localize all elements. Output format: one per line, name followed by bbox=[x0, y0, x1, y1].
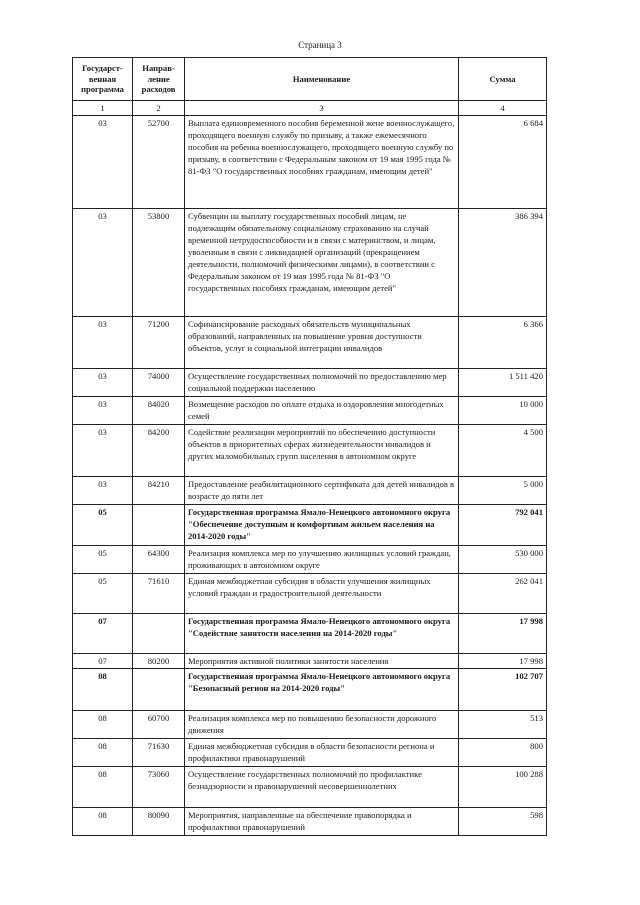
table-row bbox=[73, 425, 547, 477]
amount-cell: 4 500 bbox=[459, 425, 547, 477]
expense-direction-cell bbox=[133, 614, 185, 654]
expense-direction-cell: 80200 bbox=[133, 654, 185, 669]
expense-direction-cell bbox=[133, 669, 185, 711]
expense-direction-cell: 71610 bbox=[133, 574, 185, 614]
table-body bbox=[73, 116, 547, 836]
table-row bbox=[73, 116, 547, 209]
amount-cell: 6 366 bbox=[459, 317, 547, 369]
amount-cell: 5 000 bbox=[459, 477, 547, 505]
header-sum: Сумма bbox=[459, 58, 547, 101]
expense-direction-cell bbox=[133, 505, 185, 546]
program-code-cell: 03 bbox=[73, 425, 133, 477]
table-row bbox=[73, 739, 547, 767]
item-name-cell: Содействие реализации мероприятий по обеспечению доступности объектов в приоритетных сферах жизнедеятельности инвалидов и других маломобильных групп населения в автономном округе bbox=[185, 425, 459, 477]
table-row bbox=[73, 654, 547, 669]
table-row bbox=[73, 317, 547, 369]
item-name-cell: Мероприятия, направленные на обеспечение правопорядка и профилактики правонарушений bbox=[185, 808, 459, 836]
item-name-cell: Возмещение расходов по оплате отдыха и оздоровления многодетных семей bbox=[185, 397, 459, 425]
item-name-cell: Реализация комплекса мер по улучшению жилищных условий граждан, проживающих в автономном округе bbox=[185, 546, 459, 574]
expense-direction-cell: 60700 bbox=[133, 711, 185, 739]
expense-direction-cell: 73060 bbox=[133, 767, 185, 808]
item-name-cell: Единая межбюджетная субсидия в области улучшения жилищных условий граждан и градостроительной деятельности bbox=[185, 574, 459, 614]
item-name-cell: Выплата единовременного пособия беременной жене военнослужащего, проходящего военную службу по призыву, а также ежемесячного пособия на ребенка военнослужащего, проходящего военную службу по призыву, в соответствии с Федеральным законом от 19 мая 1995 года № 81-ФЗ "О государственных пособиях гражданам, имеющим детей" bbox=[185, 116, 459, 209]
table-row bbox=[73, 209, 547, 317]
table-row bbox=[73, 711, 547, 739]
header-direction: Направ-ление расходов bbox=[133, 58, 185, 101]
expense-direction-cell: 74000 bbox=[133, 369, 185, 397]
item-name-cell: Субвенции на выплату государственных пособий лицам, не подлежащим обязательному социальному страхованию на случай временной нетрудоспособности и в связи с материнством, и лицам, уволенным в связи с ликвидацией организаций (прекращением деятельности, полномочий физическими лицами), в соответствии с Федеральным законом от 19 мая 1995 года № 81-ФЗ "О государственных пособиях гражданам, имеющим детей" bbox=[185, 209, 459, 317]
table-row bbox=[73, 808, 547, 836]
table-row bbox=[73, 369, 547, 397]
amount-cell: 513 bbox=[459, 711, 547, 739]
table-row bbox=[73, 505, 547, 546]
amount-cell: 102 707 bbox=[459, 669, 547, 711]
program-code-cell: 05 bbox=[73, 574, 133, 614]
program-code-cell: 08 bbox=[73, 739, 133, 767]
program-code-cell: 03 bbox=[73, 209, 133, 317]
item-name-cell: Реализация комплекса мер по повышению безопасности дорожного движения bbox=[185, 711, 459, 739]
table-row bbox=[73, 477, 547, 505]
item-name-cell: Единая межбюджетная субсидия в области безопасности региона и профилактики правонарушений bbox=[185, 739, 459, 767]
program-code-cell: 07 bbox=[73, 654, 133, 669]
table-row bbox=[73, 546, 547, 574]
program-code-cell: 08 bbox=[73, 669, 133, 711]
header-program: Государст-венная программа bbox=[73, 58, 133, 101]
program-code-cell: 08 bbox=[73, 767, 133, 808]
budget-table bbox=[72, 57, 547, 836]
table-header-row bbox=[73, 58, 547, 101]
amount-cell: 17 998 bbox=[459, 654, 547, 669]
item-name-cell: Предоставление реабилитационного сертификата для детей инвалидов в возрасте до пяти лет bbox=[185, 477, 459, 505]
program-code-cell: 05 bbox=[73, 505, 133, 546]
amount-cell: 17 998 bbox=[459, 614, 547, 654]
program-code-cell: 03 bbox=[73, 369, 133, 397]
column-number: 1 bbox=[73, 101, 133, 116]
amount-cell: 6 684 bbox=[459, 116, 547, 209]
header-name: Наименование bbox=[185, 58, 459, 101]
table-row bbox=[73, 767, 547, 808]
page-header: Страница 3 bbox=[298, 40, 342, 50]
amount-cell: 100 288 bbox=[459, 767, 547, 808]
amount-cell: 800 bbox=[459, 739, 547, 767]
expense-direction-cell: 52700 bbox=[133, 116, 185, 209]
item-name-cell: Осуществление государственных полномочий по профилактике безнадзорности и правонарушений несовершеннолетних bbox=[185, 767, 459, 808]
amount-cell: 262 041 bbox=[459, 574, 547, 614]
column-number: 4 bbox=[459, 101, 547, 116]
amount-cell: 530 000 bbox=[459, 546, 547, 574]
program-code-cell: 08 bbox=[73, 808, 133, 836]
program-code-cell: 03 bbox=[73, 116, 133, 209]
column-number: 2 bbox=[133, 101, 185, 116]
program-code-cell: 03 bbox=[73, 477, 133, 505]
expense-direction-cell: 84200 bbox=[133, 425, 185, 477]
item-name-cell: Мероприятия активной политики занятости населения bbox=[185, 654, 459, 669]
item-name-cell: Софинансирование расходных обязательств муниципальных образований, направленных на повышение уровня доступности объектов, услуг и социальной интеграции инвалидов bbox=[185, 317, 459, 369]
amount-cell: 386 394 bbox=[459, 209, 547, 317]
table-row bbox=[73, 574, 547, 614]
program-code-cell: 05 bbox=[73, 546, 133, 574]
table-row bbox=[73, 669, 547, 711]
item-name-cell: Осуществление государственных полномочий по предоставлению мер социальной поддержки населению bbox=[185, 369, 459, 397]
expense-direction-cell: 80090 bbox=[133, 808, 185, 836]
column-number-row bbox=[73, 101, 547, 116]
program-code-cell: 03 bbox=[73, 317, 133, 369]
item-name-cell: Государственная программа Ямало-Ненецкого автономного округа "Обеспечение доступным и комфортным жильем населения на 2014-2020 годы" bbox=[185, 505, 459, 546]
amount-cell: 1 511 420 bbox=[459, 369, 547, 397]
item-name-cell: Государственная программа Ямало-Ненецкого автономного округа "Содействие занятости населения на 2014-2020 годы" bbox=[185, 614, 459, 654]
program-code-cell: 03 bbox=[73, 397, 133, 425]
program-code-cell: 08 bbox=[73, 711, 133, 739]
expense-direction-cell: 53800 bbox=[133, 209, 185, 317]
expense-direction-cell: 71630 bbox=[133, 739, 185, 767]
expense-direction-cell: 64300 bbox=[133, 546, 185, 574]
column-number: 3 bbox=[185, 101, 459, 116]
table-row bbox=[73, 397, 547, 425]
item-name-cell: Государственная программа Ямало-Ненецкого автономного округа "Безопасный регион на 2014-2020 годы" bbox=[185, 669, 459, 711]
table-row bbox=[73, 614, 547, 654]
expense-direction-cell: 71200 bbox=[133, 317, 185, 369]
amount-cell: 598 bbox=[459, 808, 547, 836]
amount-cell: 10 000 bbox=[459, 397, 547, 425]
amount-cell: 792 041 bbox=[459, 505, 547, 546]
expense-direction-cell: 84210 bbox=[133, 477, 185, 505]
program-code-cell: 07 bbox=[73, 614, 133, 654]
expense-direction-cell: 84020 bbox=[133, 397, 185, 425]
